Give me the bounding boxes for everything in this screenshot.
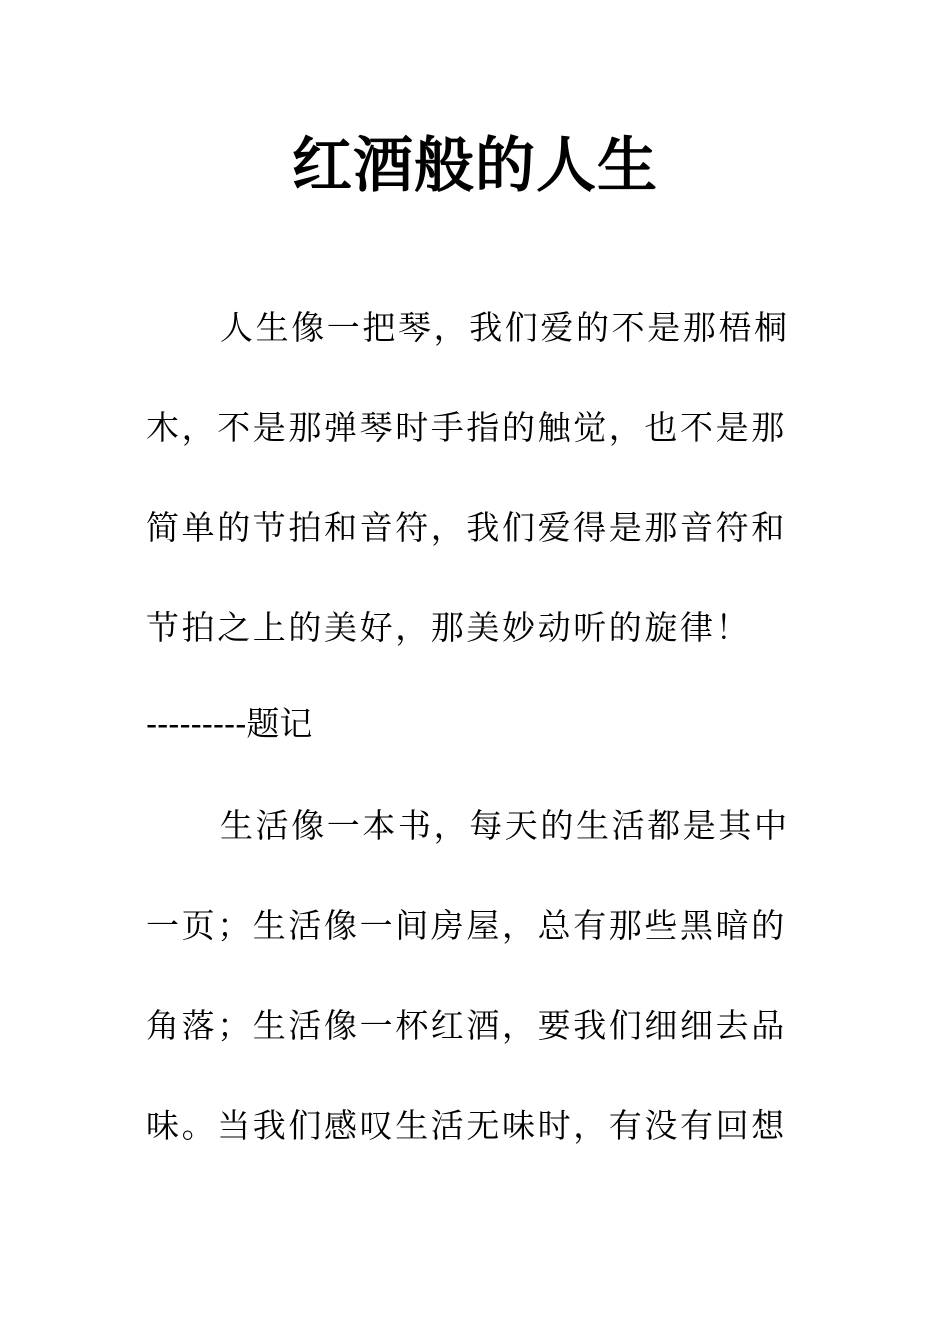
inscription-line: ---------题记 [146, 704, 313, 743]
paragraph-line: 木，不是那弹琴时手指的触觉，也不是那 [146, 408, 787, 447]
document-title: 红酒般的人生 [292, 131, 658, 201]
paragraph-line: 生活像一本书，每天的生活都是其中 [220, 806, 790, 845]
paragraph-line: 人生像一把琴，我们爱的不是那梧桐 [220, 308, 790, 347]
paragraph-line: 简单的节拍和音符，我们爱得是那音符和 [146, 508, 787, 547]
paragraph-line: 角落；生活像一杯红酒，要我们细细去品 [146, 1006, 787, 1045]
paragraph-line: 味。当我们感叹生活无味时，有没有回想 [146, 1106, 787, 1145]
paragraph-line: 节拍之上的美好，那美妙动听的旋律！ [146, 608, 752, 647]
paragraph-line: 一页；生活像一间房屋，总有那些黑暗的 [146, 906, 787, 945]
